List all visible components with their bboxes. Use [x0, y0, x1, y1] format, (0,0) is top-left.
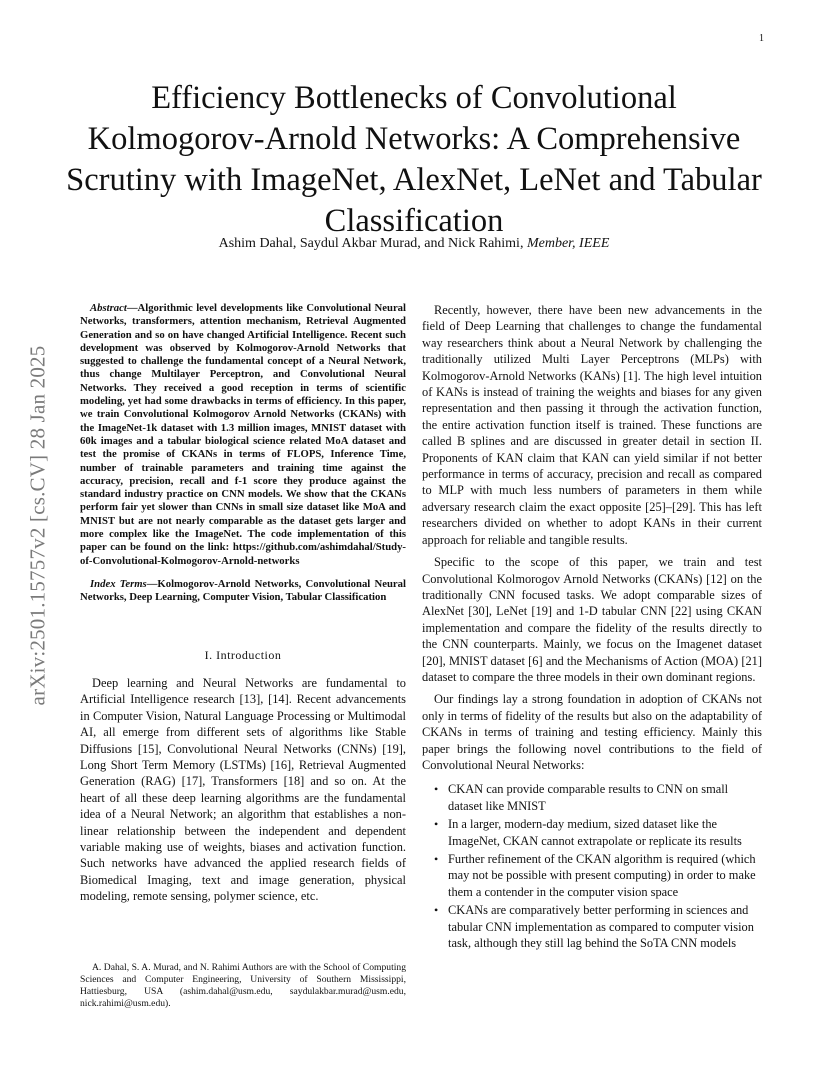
- arxiv-stamp-text: arXiv:2501.15757v2 [cs.CV] 28 Jan 2025: [25, 345, 50, 705]
- section-heading-introduction: I. Introduction: [204, 647, 282, 662]
- bullet-icon: •: [434, 817, 439, 832]
- intro-paragraph: Deep learning and Neural Networks are fundamental to Artificial Intelligence research [13], [14]. Recent advancements in Computer Vision, Natural Language Processing or Multimodal AI, all emerge from different sets of algorithms like Stable Diffusions [15], Convolutional Neural Networks (CNNs) [19], Long Short Term Memory (LSTMs) [16], Retrieval Augmented Generation (RAG) [17], Transformers [18] and so on. At the heart of all these deep learning algorithms are the fundamental idea of a Neural Network; an algorithm that establishes a non-linear relationship between the independent and dependent variable making use of weights, biases and activation function. Such networks have advanced the applied research fields of Biomedical Imaging, text and image generation, physical modeling, remote sensing, polymer science, etc.: [80, 675, 406, 904]
- list-item: [422, 902, 762, 951]
- list-item: [422, 781, 762, 814]
- body-paragraph: Specific to the scope of this paper, we train and test Convolutional Kolmorogov Arnold Networks (CKANs) [12] on the traditionally CNN focused tasks. We adopt comparable sizes of AlexNet [30], LeNet [19] and 1-D tabular CNN [22] using CKAN implementation and compare the fidelity of the results directly to the CNN counterparts. Mainly, we focus on the Imagenet dataset [20], MNIST dataset [6] and the Mechanisms of Action (MOA) [21] dataset to compare the three models in their own dominant regions.: [422, 555, 762, 684]
- right-column: [422, 302, 762, 953]
- author-names: Ashim Dahal, Saydul Akbar Murad, and Nick Rahimi,: [218, 236, 524, 251]
- paper-title: Efficiency Bottlenecks of Convolutional Kolmogorov-Arnold Networks: A Comprehensive Scrutiny with ImageNet, AlexNet, LeNet and Tabular Classification: [66, 80, 762, 239]
- index-terms: [80, 578, 406, 605]
- abstract-text: —Algorithmic level developments like Convolutional Neural Networks, transformers, attention mechanism, Retrieval Augmented Generation and so on have changed Artificial Intelligence. Recent such development was observed by Kolmogorov-Arnold Networks that suggested to challenge the fundamental concept of a Neural Network, thus change Multilayer Perceptron, and Convolutional Neural Networks. They received a good reception in terms of scientific modeling, yet had some drawbacks in terms of efficiency. In this paper, we train Convolutional Kolmogorov Arnold Networks (CKANs) with the ImageNet-1k dataset with 1.3 million images, MNIST dataset with 60k images and a tabular biological science related MoA dataset and test the promise of CKANs in terms of FLOPS, Inference Time, number of trainable parameters and training time against the accuracy, precision, recall and f-1 score they produce against the standard industry practice on CNN models. We show that the CKANs perform fair yet slower than CNNs in small size dataset like MoA and MNIST but are not nearly comparable as the dataset gets larger and more complex like the ImageNet. The code implementation of this paper can be found on the link: https://github.com/ashimdahal/Study-of-Convolutional-Kolmogorov-Arnold-networks: [80, 302, 406, 567]
- author-line: [60, 236, 768, 252]
- page-number: 1: [759, 33, 764, 44]
- body-paragraph: Recently, however, there have been new advancements in the field of Deep Learning that challenges to change the fundamental way researchers think about a Neural Network by challenging the traditionally utilized Multi Layer Perceptrons (MLPs) with Kolmogorov-Arnold Networks (KANs) [1]. The high level intuition of KANs is instead of training the weights and biases for any given representation and then passing it through the activation function, the entire activation function itself is trained. These functions are called B splines and are discussed in greater detail in section II. Proponents of KAN claim that KAN can yield similar if not better performance in terms of accuracy, precision and recall as compared to MLP with much less numbers of parameters in them while adversary research claim the exact opposite [25]–[29]. This has left researchers divided on whether to adopt KANs in their current approach for reliable and tangible results.: [422, 303, 762, 547]
- index-terms-text: —Kolmogorov-Arnold Networks, Convolutional Neural Networks, Deep Learning, Computer Vision, Tabular Classification: [80, 577, 406, 604]
- list-item-text: In a larger, modern-day medium, sized dataset like the ImageNet, CKAN cannot extrapolate or replicate its results: [448, 817, 742, 848]
- bullet-icon: •: [434, 852, 439, 866]
- abstract: [80, 302, 406, 568]
- list-item-text: CKAN can provide comparable results to CNN on small dataset like MNIST: [448, 782, 729, 813]
- contribution-list: [422, 781, 762, 951]
- author-membership: Member, IEEE: [526, 236, 610, 251]
- list-item-text: Further refinement of the CKAN algorithm is required (which may not be possible with present computing) in order to make them a contender in the computer vision space: [448, 852, 756, 899]
- arxiv-stamp: [26, 290, 50, 760]
- body-paragraph: Our findings lay a strong foundation in adoption of CKANs not only in terms of fidelity of the results but also on the adaptability of CKANs in terms of training and testing efficiency. Mainly this paper brings the following novel contributions to the field of Convolutional Neural Networks:: [422, 692, 762, 772]
- author-footnote: A. Dahal, S. A. Murad, and N. Rahimi Authors are with the School of Computing Sciences and Computer Engineering, University of Southern Mississippi, Hattiesburg, USA (ashim.dahal@usm.edu, saydulakbar.murad@usm.edu, nick.rahimi@usm.edu).: [80, 962, 406, 1009]
- abstract-lead: Abstract: [90, 302, 127, 314]
- list-item-text: CKANs are comparatively better performing in sciences and tabular CNN implementation as compared to computer vision task, although they still lag behind the SoTA CNN models: [448, 903, 754, 951]
- left-column: [80, 302, 406, 905]
- index-terms-lead: Index Terms: [90, 577, 147, 590]
- bullet-icon: •: [434, 903, 439, 918]
- list-item: [422, 816, 762, 849]
- bullet-icon: •: [434, 782, 439, 797]
- list-item: [422, 851, 762, 900]
